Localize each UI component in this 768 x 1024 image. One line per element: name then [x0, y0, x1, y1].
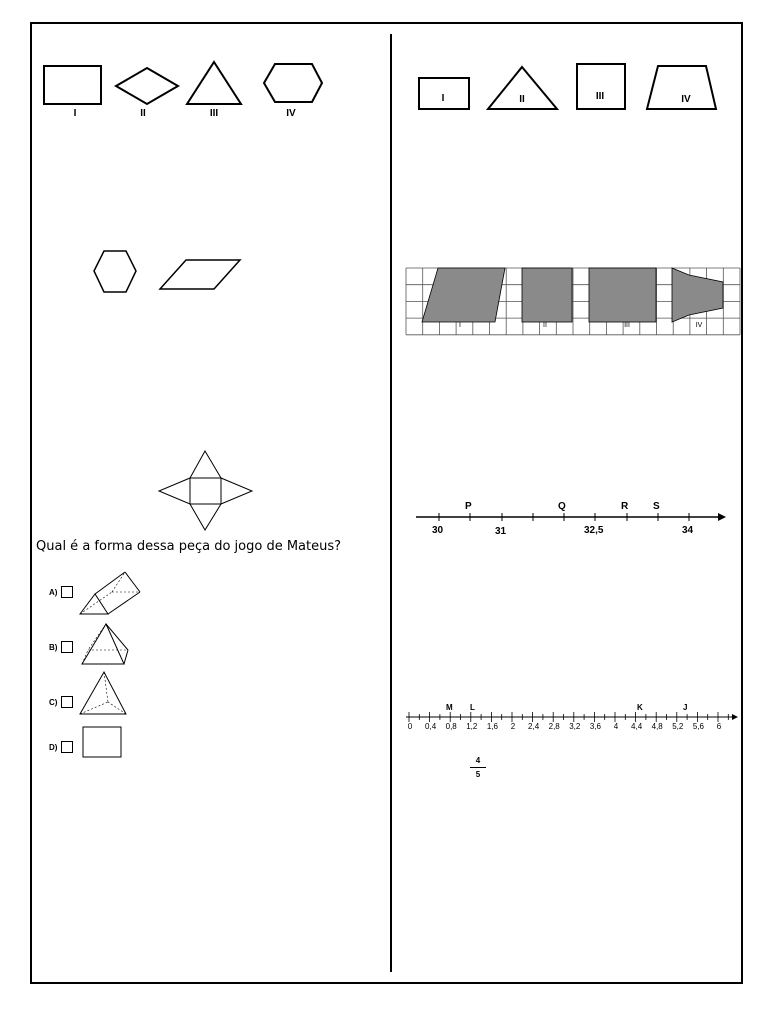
fraction-numerator: 4 [475, 756, 481, 765]
pyramid-net [156, 448, 256, 534]
triangular-pyramid-icon [78, 668, 130, 718]
fraction-denominator: 5 [475, 770, 481, 779]
number-line-2-tick-label: 5,6 [692, 722, 704, 731]
column-divider [390, 34, 392, 972]
page-frame [30, 22, 743, 984]
question-text: Qual é a forma dessa peça do jogo de Mateus? [36, 539, 342, 554]
tick-30: 30 [432, 525, 444, 536]
point-r-label: R [621, 501, 629, 512]
grid-label-i: I [459, 322, 461, 329]
option-c-checkbox[interactable] [61, 696, 73, 708]
hexagon-shape [264, 64, 322, 102]
number-line-2-tick-label: 4,4 [631, 722, 643, 731]
number-line-2-tick-label: 0,4 [425, 722, 437, 731]
number-line-2-tick-label: 2 [510, 722, 516, 731]
number-line-2-tick-label: 4,8 [651, 722, 663, 731]
square-shape [577, 64, 625, 109]
left-label-i: I [73, 108, 77, 119]
left-label-iii: III [209, 108, 219, 119]
grid-parallelogram [422, 268, 505, 322]
right-label-iii: III [595, 91, 605, 102]
grid-label-iii: III [624, 322, 630, 329]
number-line-2-tick-label: 3,6 [589, 722, 601, 731]
option-c-label: C) [49, 698, 58, 707]
fraction-4-5 [470, 756, 486, 779]
grid-rectangle [589, 268, 656, 322]
right-label-iv: IV [681, 94, 691, 105]
grid-label-iv: IV [695, 322, 703, 329]
tick-34: 34 [682, 525, 694, 536]
grid-square [522, 268, 572, 322]
number-line-2-tick-label: 5,2 [672, 722, 684, 731]
square-pyramid-icon [80, 622, 130, 668]
triangular-prism-icon [78, 568, 144, 618]
cube-icon [82, 726, 124, 760]
parallelogram-shape [160, 260, 240, 289]
grid-trapezoid [672, 268, 723, 322]
left-label-iv: IV [286, 108, 296, 119]
number-line-2-tick-label: 0,8 [445, 722, 457, 731]
fraction-bar [470, 767, 486, 768]
point-j-label: J [683, 703, 688, 712]
rhombus-shape [116, 68, 178, 104]
point-m-label: M [446, 703, 453, 712]
point-k-label: K [637, 703, 643, 712]
option-d-checkbox[interactable] [61, 741, 73, 753]
left-shapes-row2 [88, 248, 248, 298]
number-line-2-tick-label: 1,2 [466, 722, 478, 731]
number-line-2-tick-label: 1,6 [486, 722, 498, 731]
number-line-2-tick-label: 2,8 [548, 722, 560, 731]
number-line-2-tick-label: 2,4 [528, 722, 540, 731]
point-s-label: S [653, 501, 660, 512]
point-p-label: P [465, 501, 472, 512]
left-shapes-row1 [38, 58, 338, 110]
hexagon-shape-2 [94, 251, 136, 292]
point-l-label: L [470, 703, 475, 712]
tick-31: 31 [495, 526, 507, 537]
right-label-i: I [441, 93, 445, 104]
number-line-2-tick-label: 0 [407, 722, 413, 731]
triangle-shape [187, 62, 241, 104]
number-line-2-tick-label: 4 [613, 722, 619, 731]
number-line-2-tick-label: 3,2 [569, 722, 581, 731]
right-shapes-row1 [414, 58, 724, 114]
right-label-ii: II [519, 94, 525, 105]
tick-32-5: 32,5 [584, 525, 604, 536]
option-b-checkbox[interactable] [61, 641, 73, 653]
rectangle-shape [44, 66, 101, 104]
grid-label-ii: II [543, 322, 547, 329]
option-b-label: B) [49, 643, 58, 652]
option-d-label: D) [49, 743, 58, 752]
number-line-1 [412, 508, 728, 528]
option-a-checkbox[interactable] [61, 586, 73, 598]
option-a-label: A) [49, 588, 58, 597]
point-q-label: Q [558, 501, 566, 512]
number-line-2-tick-label: 6 [716, 722, 722, 731]
left-label-ii: II [140, 108, 146, 119]
